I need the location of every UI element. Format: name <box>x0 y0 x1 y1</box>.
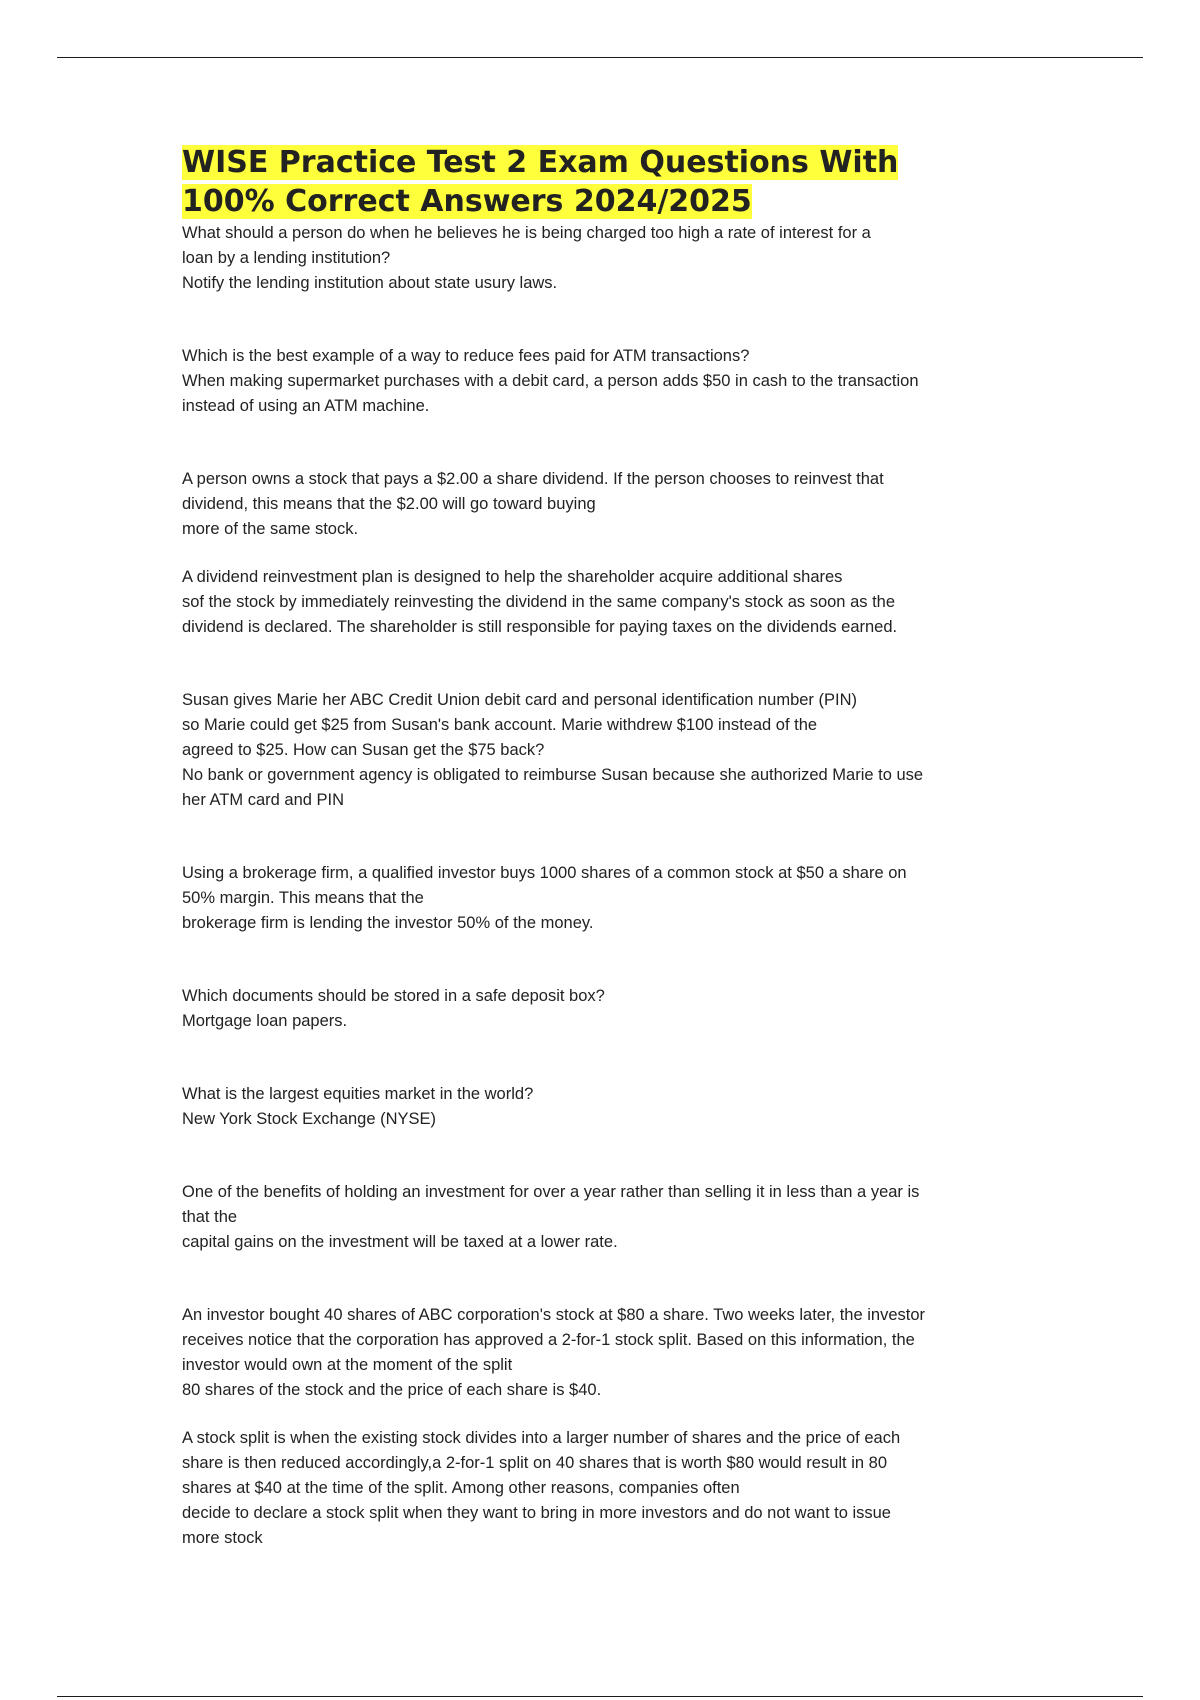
block-spacer <box>182 419 1042 467</box>
question-line: What should a person do when he believes he is being charged too high a rate of interest for a <box>182 224 871 242</box>
answer-line: 80 shares of the stock and the price of each share is $40. <box>182 1381 602 1399</box>
explanation-line: sof the stock by immediately reinvesting the dividend in the same company's stock as soon as the <box>182 593 896 611</box>
question-line: One of the benefits of holding an investment for over a year rather than selling it in less than a year is <box>182 1183 920 1201</box>
answer-line: brokerage firm is lending the investor 50% of the money. <box>182 914 594 932</box>
block-spacer <box>182 296 1042 344</box>
block-spacer <box>182 1132 1042 1180</box>
question-line: so Marie could get $25 from Susan's bank account. Marie withdrew $100 instead of the <box>182 716 818 734</box>
explanation-line: decide to declare a stock split when they want to bring in more investors and do not want to issue <box>182 1504 891 1522</box>
answer-line: more of the same stock. <box>182 520 359 538</box>
explanation-line: A dividend reinvestment plan is designed to help the shareholder acquire additional shares <box>182 568 843 586</box>
explanation-line: more stock <box>182 1529 263 1547</box>
block-spacer <box>182 1255 1042 1303</box>
question-line: Which is the best example of a way to reduce fees paid for ATM transactions? <box>182 347 750 365</box>
question-line: Which documents should be stored in a safe deposit box? <box>182 987 605 1005</box>
explanation-block <box>182 565 1042 640</box>
answer-line: instead of using an ATM machine. <box>182 397 430 415</box>
title-line-2: 100% Correct Answers 2024/2025 <box>182 184 752 219</box>
question-line: that the <box>182 1208 238 1226</box>
answer-line: Mortgage loan papers. <box>182 1012 348 1030</box>
footer-rule <box>57 1696 1143 1697</box>
question-line: Using a brokerage firm, a qualified investor buys 1000 shares of a common stock at $50 a share on <box>182 864 907 882</box>
document-title <box>182 143 1042 221</box>
qa-block <box>182 861 1042 936</box>
block-spacer <box>182 1403 1042 1426</box>
block-spacer <box>182 640 1042 688</box>
qa-block <box>182 344 1042 419</box>
qa-block <box>182 1082 1042 1132</box>
answer-line: New York Stock Exchange (NYSE) <box>182 1110 437 1128</box>
question-line: loan by a lending institution? <box>182 249 391 267</box>
answer-line: her ATM card and PIN <box>182 791 345 809</box>
question-line: A person owns a stock that pays a $2.00 a share dividend. If the person chooses to reinvest that <box>182 470 884 488</box>
block-spacer <box>182 813 1042 861</box>
answer-line: No bank or government agency is obligated to reimburse Susan because she authorized Marie to use <box>182 766 924 784</box>
block-spacer <box>182 936 1042 984</box>
question-line: investor would own at the moment of the split <box>182 1356 513 1374</box>
explanation-line: A stock split is when the existing stock divides into a larger number of shares and the price of each <box>182 1429 901 1447</box>
qa-block <box>182 221 1042 296</box>
block-spacer <box>182 542 1042 565</box>
explanation-line: dividend is declared. The shareholder is still responsible for paying taxes on the dividends earned. <box>182 618 898 636</box>
question-line: Susan gives Marie her ABC Credit Union debit card and personal identification number (PIN) <box>182 691 858 709</box>
answer-line: When making supermarket purchases with a debit card, a person adds $50 in cash to the transaction <box>182 372 919 390</box>
question-line: dividend, this means that the $2.00 will go toward buying <box>182 495 596 513</box>
explanation-line: share is then reduced accordingly,a 2-for-1 split on 40 shares that is worth $80 would result in 80 <box>182 1454 887 1472</box>
document-body <box>182 143 1042 1551</box>
question-line: receives notice that the corporation has approved a 2-for-1 stock split. Based on this information, the <box>182 1331 915 1349</box>
question-line: What is the largest equities market in the world? <box>182 1085 534 1103</box>
qa-block <box>182 984 1042 1034</box>
qa-block <box>182 688 1042 813</box>
title-line-1: WISE Practice Test 2 Exam Questions With <box>182 145 899 180</box>
answer-line: capital gains on the investment will be taxed at a lower rate. <box>182 1233 618 1251</box>
question-line: An investor bought 40 shares of ABC corporation's stock at $80 a share. Two weeks later, the investor <box>182 1306 926 1324</box>
explanation-line: shares at $40 at the time of the split. Among other reasons, companies often <box>182 1479 740 1497</box>
qa-block <box>182 1180 1042 1255</box>
qa-block <box>182 1303 1042 1403</box>
explanation-block <box>182 1426 1042 1551</box>
block-spacer <box>182 1034 1042 1082</box>
question-line: agreed to $25. How can Susan get the $75 back? <box>182 741 545 759</box>
header-rule <box>57 57 1143 58</box>
question-line: 50% margin. This means that the <box>182 889 424 907</box>
answer-line: Notify the lending institution about state usury laws. <box>182 274 558 292</box>
qa-block <box>182 467 1042 542</box>
